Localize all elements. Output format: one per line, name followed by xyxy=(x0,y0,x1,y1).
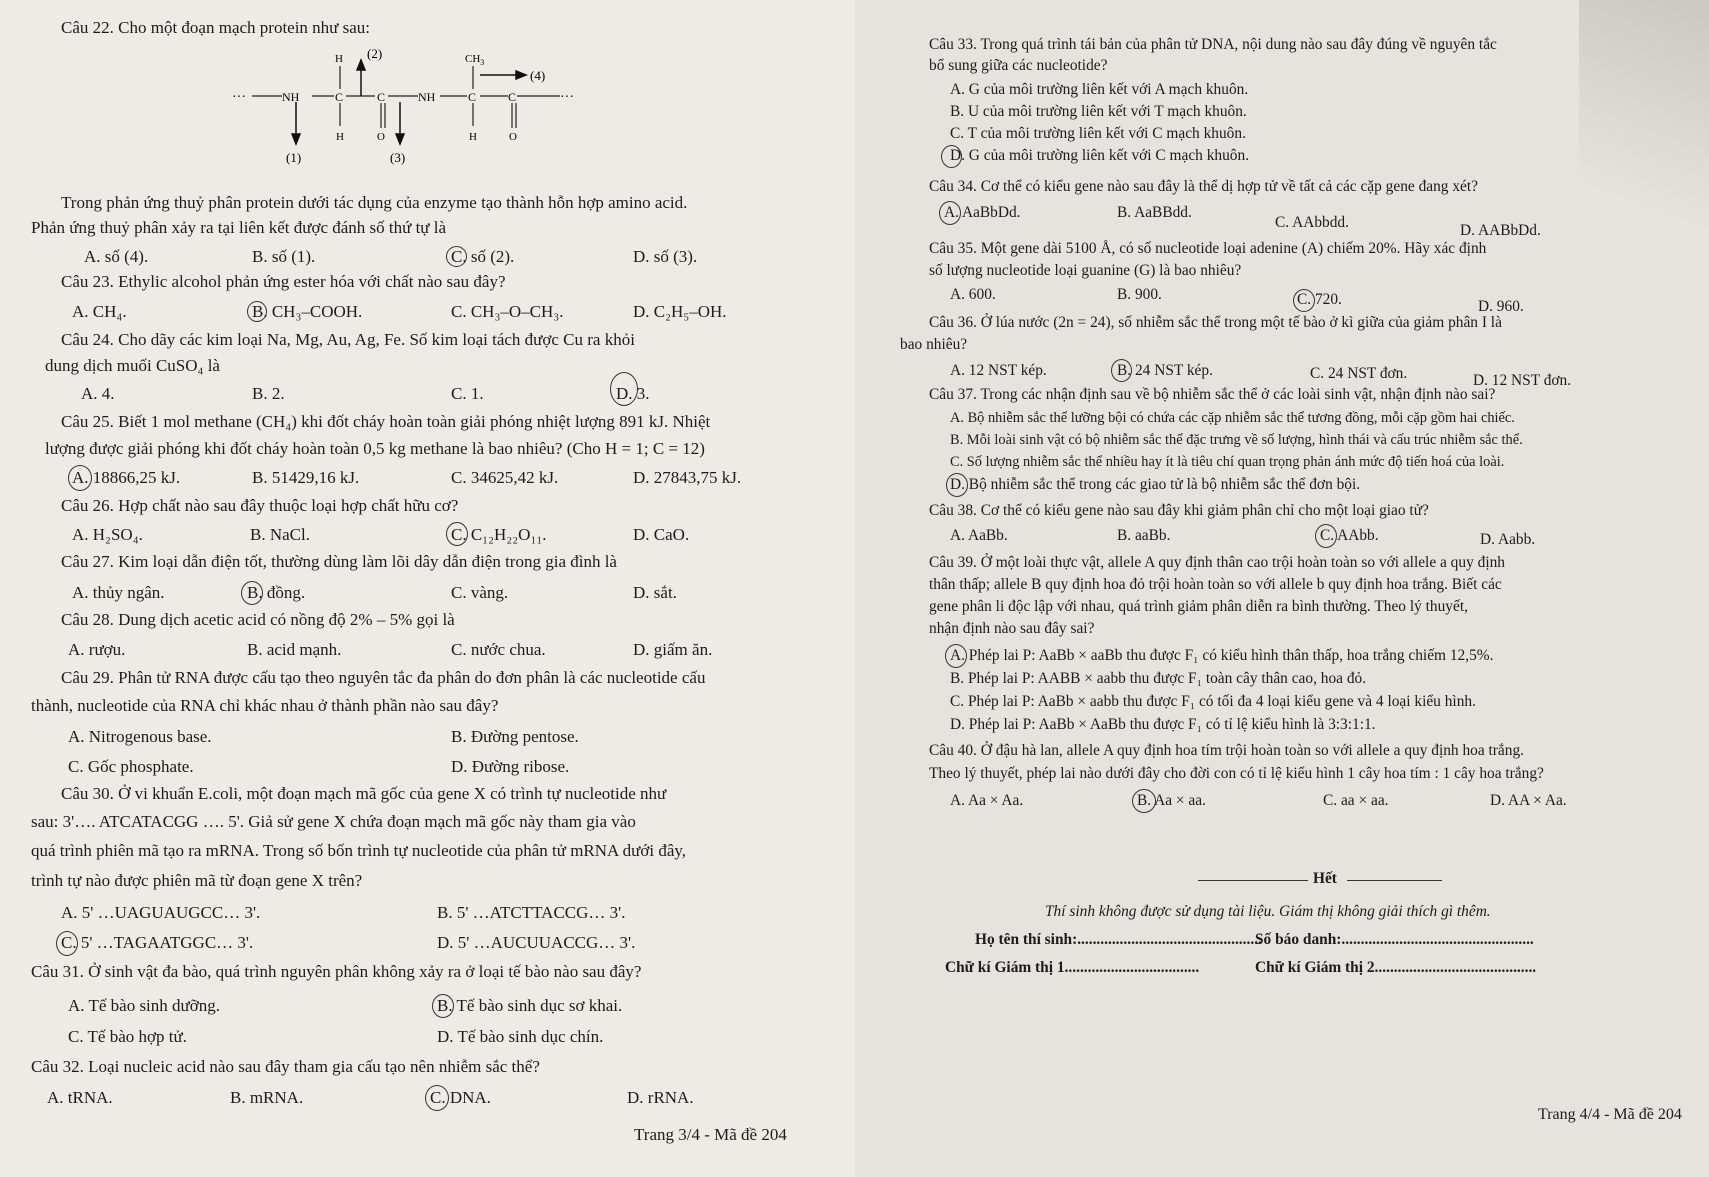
q37-option-b: B. Mỗi loài sinh vật có bộ nhiễm sắc thể đặc trưng về số lượng, hình thái và cấu trúc nhiễm sắc thể. xyxy=(950,432,1523,448)
q33-line2: bổ sung giữa các nucleotide? xyxy=(929,57,1108,74)
nh-2: NH xyxy=(418,90,436,104)
q39-line1: Câu 39. Ở một loài thực vật, allele A quy định thân cao trội hoàn toàn so với allele a quy định xyxy=(929,554,1505,571)
h-bottom-1: H xyxy=(336,131,344,143)
q28-option-a: A. rượu. xyxy=(68,640,126,659)
candidate-number-field: Số báo danh:.................................................. xyxy=(1255,931,1534,948)
q34-option-b: B. AaBBdd. xyxy=(1117,204,1192,221)
label-1: (1) xyxy=(286,150,302,165)
answer-circle xyxy=(68,465,92,491)
q37-option-d: D. Bộ nhiễm sắc thể trong các giao tử là bộ nhiễm sắc thể đơn bội. xyxy=(950,476,1361,493)
answer-circle xyxy=(941,145,962,168)
q24-line1: Câu 24. Cho dãy các kim loại Na, Mg, Au, Ag, Fe. Số kim loại tách được Cu ra khỏi xyxy=(61,330,635,349)
q35-option-d: D. 960. xyxy=(1478,298,1524,315)
q26-option-b: B. NaCl. xyxy=(250,525,310,544)
q24-option-b: B. 2. xyxy=(252,384,285,403)
q38-stem: Câu 38. Cơ thể có kiểu gene nào sau đây khi giảm phân chỉ cho một loại giao tử? xyxy=(929,502,1429,519)
answer-circle xyxy=(241,581,263,605)
q27-option-a: A. thủy ngân. xyxy=(72,583,165,602)
q38-option-a: A. AaBb. xyxy=(950,527,1008,544)
o-1: O xyxy=(377,131,385,143)
q39-line4: nhận định nào sau đây sai? xyxy=(929,620,1095,637)
q24-option-a: A. 4. xyxy=(81,384,115,403)
q30-option-b: B. 5' …ATCTTACCG… 3'. xyxy=(437,903,626,922)
answer-circle xyxy=(1293,289,1315,312)
q34-option-c: C. AAbbdd. xyxy=(1275,214,1349,231)
proctor-2-signature: Chữ kí Giám thị 2.......................................... xyxy=(1255,959,1537,976)
q23-option-a: A. CH₄. xyxy=(72,302,127,321)
q36-option-b: B. 24 NST kép. xyxy=(1117,362,1213,379)
q32-option-c: C. DNA. xyxy=(430,1088,491,1107)
q24-option-d: D. 3. xyxy=(616,384,650,403)
q40-line2: Theo lý thuyết, phép lai nào dưới đây cho đời con có tỉ lệ kiểu hình 1 cây hoa tím : 1 cây hoa trắng? xyxy=(929,765,1544,782)
answer-circle xyxy=(1111,359,1132,382)
q39-line3: gene phân li độc lập với nhau, quá trình giảm phân diễn ra bình thường. Theo lý thuyết, xyxy=(929,598,1468,615)
q38-option-c: C. AAbb. xyxy=(1320,527,1379,544)
q22-stem: Câu 22. Cho một đoạn mạch protein như sau: xyxy=(61,18,371,37)
q25-option-d: D. 27843,75 kJ. xyxy=(633,468,742,487)
o-2: O xyxy=(509,131,517,143)
q26-stem: Câu 26. Hợp chất nào sau đây thuộc loại hợp chất hữu cơ? xyxy=(61,496,459,515)
q36-line2: bao nhiêu? xyxy=(900,336,968,353)
q39-option-d: D. Phép lai P: AaBb × AaBb thu được F₁ có tỉ lệ kiểu hình là 3:3:1:1. xyxy=(950,716,1376,733)
peptide-diagram xyxy=(230,44,590,179)
q30-option-a: A. 5' …UAGUAUGCC… 3'. xyxy=(61,903,261,922)
dots-right: ··· xyxy=(560,90,574,105)
q34-stem: Câu 34. Cơ thể có kiểu gene nào sau đây là thể dị hợp tử về tất cả các cặp gene đang xét? xyxy=(929,178,1478,195)
page-footer-4: Trang 4/4 - Mã đề 204 xyxy=(1538,1106,1682,1123)
q22-line2: Phản ứng thuỷ phân xảy ra tại liên kết được đánh số thứ tự là xyxy=(31,218,447,237)
q29-line2: thành, nucleotide của RNA chỉ khác nhau ở thành phần nào sau đây? xyxy=(31,696,499,715)
q31-option-a: A. Tế bào sinh dưỡng. xyxy=(68,996,220,1015)
q23-option-b: B. CH₃–COOH. xyxy=(252,302,363,321)
q35-line1: Câu 35. Một gene dài 5100 Å, có số nucleotide loại adenine (A) chiếm 20%. Hãy xác định xyxy=(929,240,1487,257)
q33-option-b: B. U của môi trường liên kết với T mạch khuôn. xyxy=(950,103,1247,120)
q33-line1: Câu 33. Trong quá trình tái bản của phân tử DNA, nội dung nào sau đây đúng về nguyên tắc xyxy=(929,36,1497,53)
q40-option-d: D. AA × Aa. xyxy=(1490,792,1567,809)
q40-line1: Câu 40. Ở đậu hà lan, allele A quy định hoa tím trội hoàn toàn so với allele a quy định hoa trắng. xyxy=(929,742,1524,759)
q28-option-b: B. acid mạnh. xyxy=(247,640,342,659)
label-2: (2) xyxy=(367,46,383,61)
q33-option-c: C. T của môi trường liên kết với C mạch khuôn. xyxy=(950,125,1246,142)
q22-option-a: A. số (4). xyxy=(84,247,149,266)
candidate-name-field: Họ tên thí sinh:................................................ xyxy=(975,931,1262,948)
q37-stem: Câu 37. Trong các nhận định sau về bộ nhiễm sắc thể ở các loài sinh vật, nhận định nào sai? xyxy=(929,386,1496,403)
q36-line1: Câu 36. Ở lúa nước (2n = 24), số nhiễm sắc thể trong một tế bào ở kì giữa của giảm phân I là xyxy=(929,314,1502,331)
c-2: C xyxy=(377,90,386,104)
label-4: (4) xyxy=(530,68,546,83)
answer-circle xyxy=(446,522,468,546)
q26-option-d: D. CaO. xyxy=(633,525,690,544)
c-4: C xyxy=(508,90,517,104)
q40-option-b: B. Aa × aa. xyxy=(1137,792,1206,809)
answer-circle xyxy=(446,246,467,267)
q25-option-c: C. 34625,42 kJ. xyxy=(451,468,559,487)
proctor-1-signature: Chữ kí Giám thị 1................................... xyxy=(945,959,1200,976)
q24-option-c: C. 1. xyxy=(451,384,484,403)
q36-option-d: D. 12 NST đơn. xyxy=(1473,372,1572,389)
q33-option-d: D. G của môi trường liên kết với C mạch khuôn. xyxy=(950,147,1250,164)
q27-option-d: D. sắt. xyxy=(633,583,677,602)
q32-stem: Câu 32. Loại nucleic acid nào sau đây tham gia cấu tạo nên nhiễm sắc thể? xyxy=(31,1057,540,1076)
q22-option-d: D. số (3). xyxy=(633,247,698,266)
q32-option-a: A. tRNA. xyxy=(47,1088,113,1107)
q27-stem: Câu 27. Kim loại dẫn điện tốt, thường dùng làm lõi dây dẫn điện trong gia đình là xyxy=(61,552,617,571)
answer-circle xyxy=(247,301,267,322)
q23-stem: Câu 23. Ethylic alcohol phản ứng ester hóa với chất nào sau đây? xyxy=(61,272,506,291)
q31-option-b: B. Tế bào sinh dục sơ khai. xyxy=(437,996,623,1015)
q36-option-c: C. 24 NST đơn. xyxy=(1310,365,1408,382)
q25-line1: Câu 25. Biết 1 mol methane (CH₄) khi đốt cháy hoàn toàn giải phóng nhiệt lượng 891 kJ. Nhiệt xyxy=(61,412,711,431)
answer-circle xyxy=(939,201,961,225)
q37-option-a: A. Bộ nhiễm sắc thể lưỡng bội có chứa các cặp nhiễm sắc thể tương đồng, mỗi cặp gồm hai chiếc. xyxy=(950,410,1515,426)
ch3: $CH_3$ xyxy=(465,53,485,67)
label-3: (3) xyxy=(390,150,406,165)
q25-option-a: A. 18866,25 kJ. xyxy=(72,468,181,487)
end-rule-left xyxy=(1198,880,1308,881)
exam-page-4 xyxy=(855,0,1709,1177)
q40-option-c: C. aa × aa. xyxy=(1323,792,1389,809)
q30-option-c: C. 5' …TAGAATGGC… 3'. xyxy=(61,933,254,952)
q39-line2: thân thấp; allele B quy định hoa đỏ trội hoàn toàn so với allele b quy định hoa trắng. Biết các xyxy=(929,576,1502,593)
q27-option-c: C. vàng. xyxy=(451,583,509,602)
answer-circle xyxy=(1315,524,1337,548)
h-bottom-2: H xyxy=(469,131,477,143)
q32-option-d: D. rRNA. xyxy=(627,1088,694,1107)
q25-option-b: B. 51429,16 kJ. xyxy=(252,468,360,487)
q29-line1: Câu 29. Phân tử RNA được cấu tạo theo nguyên tắc đa phân do đơn phân là các nucleotide cấu xyxy=(61,668,706,687)
q35-option-a: A. 600. xyxy=(950,286,996,303)
q30-line4: trình tự nào được phiên mã từ đoạn gene X trên? xyxy=(31,871,363,890)
c-3: C xyxy=(468,90,477,104)
answer-circle xyxy=(56,931,78,956)
q23-option-d: D. C₂H₅–OH. xyxy=(633,302,727,321)
q32-option-b: B. mRNA. xyxy=(230,1088,304,1107)
answer-circle xyxy=(1132,789,1156,813)
q29-option-d: D. Đường ribose. xyxy=(451,757,570,776)
q40-option-a: A. Aa × Aa. xyxy=(950,792,1024,809)
q30-line1: Câu 30. Ở vi khuẩn E.coli, một đoạn mạch mã gốc của gene X có trình tự nucleotide như xyxy=(61,784,667,803)
exam-note: Thí sinh không được sử dụng tài liệu. Giám thị không giải thích gì thêm. xyxy=(1045,903,1491,920)
q25-line2: lượng được giải phóng khi đốt cháy hoàn toàn 0,5 kg methane là bao nhiêu? (Cho H = 1; C = 12) xyxy=(45,439,705,458)
answer-circle xyxy=(946,473,968,497)
c-1: C xyxy=(335,90,344,104)
answer-circle xyxy=(425,1085,449,1111)
dots-left: ··· xyxy=(232,90,246,105)
q27-option-b: B. đồng. xyxy=(247,583,306,602)
q30-line2: sau: 3'…. ATCATACGG …. 5'. Giả sử gene X chứa đoạn mạch mã gốc này tham gia vào xyxy=(31,812,636,831)
q29-option-a: A. Nitrogenous base. xyxy=(68,727,212,746)
q34-option-d: D. AABbDd. xyxy=(1460,222,1541,239)
q33-option-a: A. G của môi trường liên kết với A mạch khuôn. xyxy=(950,81,1249,98)
q34-option-a: A. AaBbDd. xyxy=(944,204,1021,221)
nh-1: NH xyxy=(282,90,300,104)
q28-stem: Câu 28. Dung dịch acetic acid có nồng độ 2% – 5% gọi là xyxy=(61,610,455,629)
q22-option-b: B. số (1). xyxy=(252,247,316,266)
q26-option-c: C. C₁₂H₂₂O₁₁. xyxy=(451,525,547,544)
q39-option-c: C. Phép lai P: AaBb × aabb thu được F₁ có tối đa 4 loại kiểu gene và 4 loại kiểu hình. xyxy=(950,693,1476,710)
page-footer-3: Trang 3/4 - Mã đề 204 xyxy=(634,1125,787,1144)
answer-circle xyxy=(610,372,638,406)
q26-option-a: A. H₂SO₄. xyxy=(72,525,143,544)
q28-option-c: C. nước chua. xyxy=(451,640,546,659)
q30-line3: quá trình phiên mã tạo ra mRNA. Trong số bốn trình tự nucleotide của phân tử mRNA dưới đây, xyxy=(31,841,687,860)
q31-option-d: D. Tế bào sinh dục chín. xyxy=(437,1027,604,1046)
q36-option-a: A. 12 NST kép. xyxy=(950,362,1047,379)
q35-line2: số lượng nucleotide loại guanine (G) là bao nhiêu? xyxy=(929,262,1242,279)
q22-line1: Trong phản ứng thuỷ phân protein dưới tác dụng của enzyme tạo thành hỗn hợp amino acid. xyxy=(61,193,688,212)
answer-circle xyxy=(945,644,967,668)
q38-option-d: D. Aabb. xyxy=(1480,531,1536,548)
q39-option-a: A. Phép lai P: AaBb × aaBb thu được F₁ có kiểu hình thân thấp, hoa trắng chiếm 12,5%. xyxy=(950,647,1494,664)
q22-option-c: C. số (2). xyxy=(451,247,515,266)
h-top: H xyxy=(335,53,343,65)
q39-option-b: B. Phép lai P: AABB × aabb thu được F₁ toàn cây thân cao, hoa đỏ. xyxy=(950,670,1367,687)
page-shadow xyxy=(1579,0,1709,260)
q28-option-d: D. giấm ăn. xyxy=(633,640,713,659)
q29-option-b: B. Đường pentose. xyxy=(451,727,579,746)
q31-option-c: C. Tế bào hợp tử. xyxy=(68,1027,187,1046)
q31-stem: Câu 31. Ở sinh vật đa bào, quá trình nguyên phân không xảy ra ở loại tế bào nào sau đây? xyxy=(31,962,642,981)
q29-option-c: C. Gốc phosphate. xyxy=(68,757,194,776)
end-mark: Hết xyxy=(1313,870,1337,887)
q35-option-c: C. 720. xyxy=(1297,291,1342,308)
q38-option-b: B. aaBb. xyxy=(1117,527,1171,544)
q23-option-c: C. CH₃–O–CH₃. xyxy=(451,302,564,321)
q35-option-b: B. 900. xyxy=(1117,286,1162,303)
q30-option-d: D. 5' …AUCUUACCG… 3'. xyxy=(437,933,636,952)
answer-circle xyxy=(432,994,454,1018)
q24-line2: dung dịch muối CuSO₄ là xyxy=(45,356,220,375)
q37-option-c: C. Số lượng nhiễm sắc thể nhiều hay ít là tiêu chí quan trọng phản ánh mức độ tiến hoá của loài. xyxy=(950,454,1505,470)
end-rule-right xyxy=(1347,880,1442,881)
